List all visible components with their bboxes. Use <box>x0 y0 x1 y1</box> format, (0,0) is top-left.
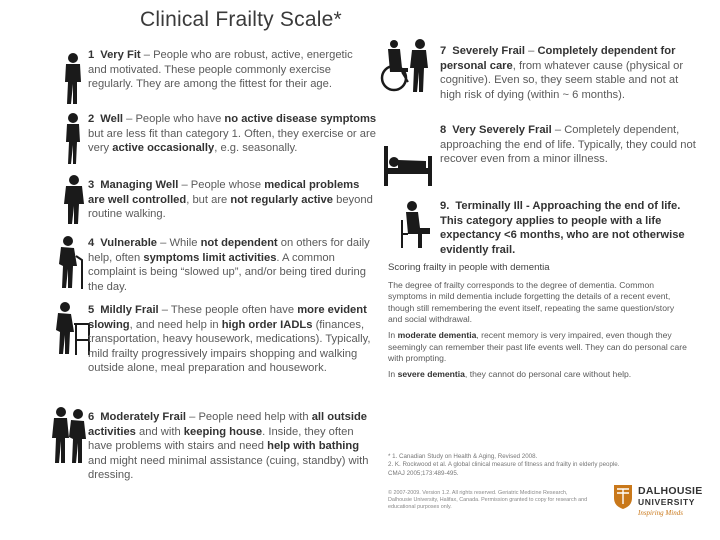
category-1: 1 Very Fit – People who are robust, active, energetic and motivated. These people commonly exercise regularly. They are among the fittest for their age. <box>88 49 353 91</box>
dementia-paragraph-2: In moderate dementia, recent memory is very impaired, even though they seemingly can remember their past life events well. They can do personal care with prompting. <box>388 329 687 364</box>
references <box>388 453 638 478</box>
dementia-paragraph-3: In severe dementia, they cannot do personal care without help. <box>388 368 632 379</box>
copyright-notice: © 2007-2009. Version 1.2. All rights reserved. Geriatric Medicine Research, Dalhousie University, Halifax, Canada. Permission granted to copy for research and educational purposes only. <box>388 490 588 510</box>
category-7: 7 Severely Frail – Completely dependent for personal care, from whatever cause (physical or cognitive). Even so, they seem stable and not at high risk of dying (within ~ 6 months). <box>440 45 684 101</box>
category-4: 4 Vulnerable – While not dependent on others for daily help, often symptoms limit activities. A common complaint is being “slowed up”, and/or being tired during the day. <box>88 237 370 293</box>
category-5: 5 Mildly Frail – These people often have more evident slowing, and need help in high order IADLs (finances, transportation, heavy housework, medications). Typically, mild frailty progressively impairs shopping and walking outside alone, meal preparation and housework. <box>88 304 371 375</box>
page-title: Clinical Frailty Scale* <box>140 8 342 31</box>
category-2: 2 Well – People who have no active disease symptoms but are less fit than category 1. Often, they exercise or are very active occasionally, e.g. seasonally. <box>88 113 377 155</box>
logo-name: DALHOUSIE <box>638 485 703 497</box>
walking-person-icon <box>60 52 86 106</box>
dementia-section <box>388 262 688 384</box>
dementia-paragraph-1: The degree of frailty corresponds to the degree of dementia. Common symptoms in mild dementia include forgetting the details of a recent event, though still remembering the event itself, repeating the same question/story and social withdrawal. <box>388 279 675 325</box>
frailty-scale-sheet <box>20 0 703 525</box>
category-3: 3 Managing Well – People whose medical problems are well controlled, but are not regularly active beyond routine walking. <box>88 179 373 221</box>
stooped-person-icon <box>60 174 88 226</box>
seated-person-icon <box>396 200 436 250</box>
category-6: 6 Moderately Frail – People need help with all outside activities and with keeping house. Inside, they often have problems with stairs and need help with bathing and might need minimal assistance (cuing, standby) with dressing. <box>88 411 369 482</box>
dalhousie-logo <box>613 482 713 522</box>
logo-tagline: Inspiring Minds <box>638 509 683 517</box>
category-9: 9. Terminally Ill - Approaching the end of life. This category applies to people with a life expectancy <6 months, who are not otherwise evidently frail. <box>440 200 685 256</box>
person-with-cane-icon <box>56 234 88 290</box>
bedridden-person-icon <box>382 142 434 186</box>
walking-person-icon <box>60 112 86 166</box>
shield-icon <box>613 484 633 510</box>
dementia-heading: Scoring frailty in people with dementia <box>388 262 550 273</box>
category-8: 8 Very Severely Frail – Completely dependent, approaching the end of life. Typically, they could not recover even from a minor illness. <box>440 124 696 166</box>
reference-2: 2. K. Rockwood et al. A global clinical measure of fitness and frailty in elderly people. CMAJ 2005;173:489-495. <box>388 461 620 477</box>
wheelchair-person-icon <box>376 38 436 94</box>
logo-university: UNIVERSITY <box>638 497 696 507</box>
reference-1: * 1. Canadian Study on Health & Aging, Revised 2008. <box>388 453 538 460</box>
assisted-person-icon <box>50 405 90 465</box>
